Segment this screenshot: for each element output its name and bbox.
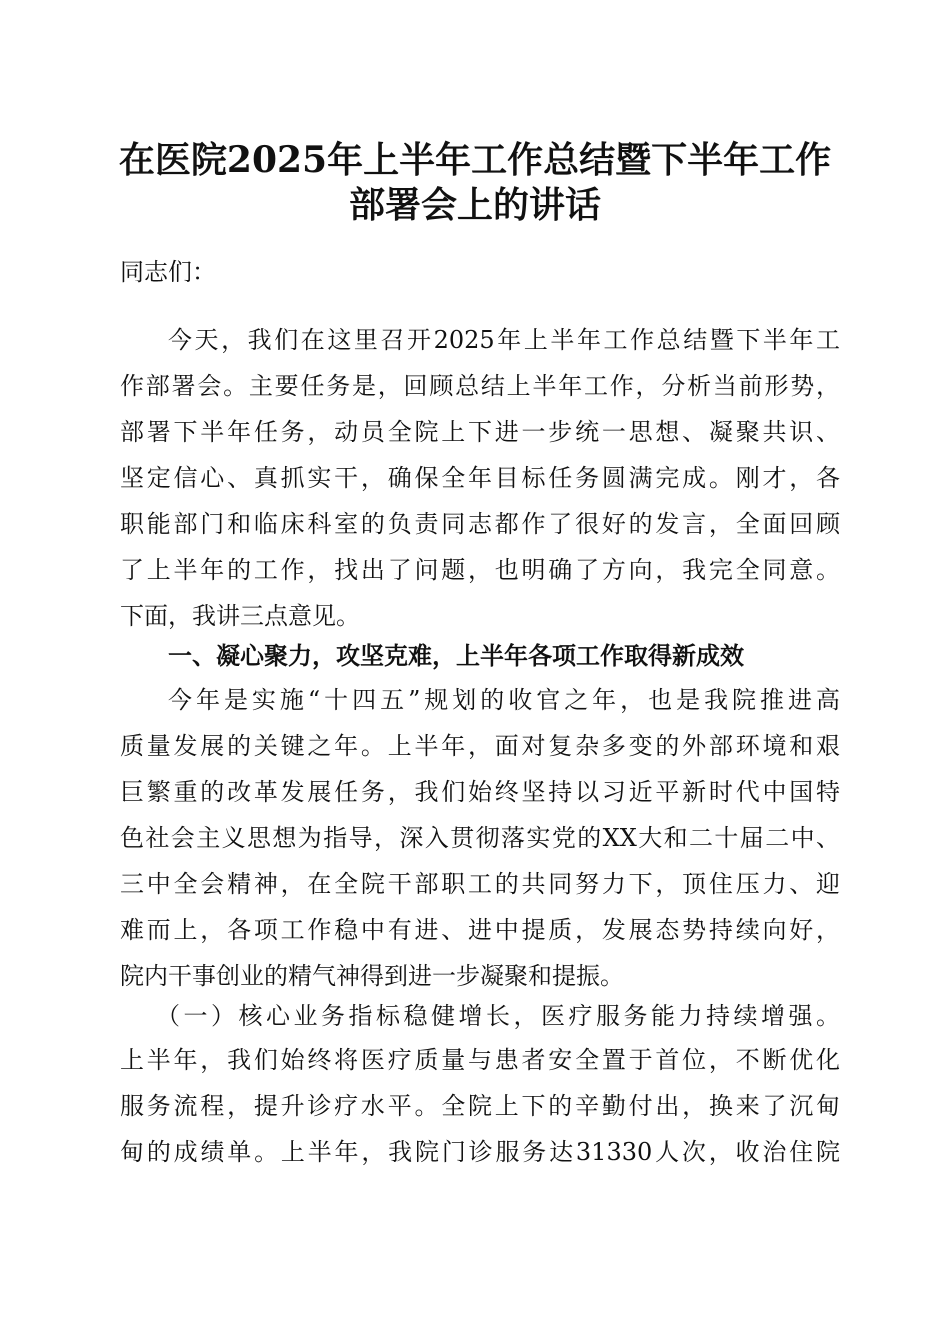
- document-title-line-1: 在医院2025年上半年工作总结暨下半年工作: [118, 139, 832, 181]
- section-heading: 一、凝心聚力，攻坚克难，上半年各项工作取得新成效: [168, 642, 744, 670]
- document-title-line-2: 部署会上的讲话: [348, 184, 601, 226]
- paragraph-line: 下面，我讲三点意见。: [120, 602, 360, 630]
- paragraph-line: 部署下半年任务，动员全院上下进一步统一思想、凝聚共识、: [120, 418, 840, 446]
- paragraph-line: 三中全会精神，在全院干部职工的共同努力下，顶住压力、迎: [120, 870, 840, 898]
- paragraph-line: 作部署会。主要任务是，回顾总结上半年工作，分析当前形势，: [120, 372, 840, 400]
- paragraph-line: 巨繁重的改革发展任务，我们始终坚持以习近平新时代中国特: [120, 778, 840, 806]
- paragraph-line: 职能部门和临床科室的负责同志都作了很好的发言，全面回顾: [120, 510, 840, 538]
- paragraph-line: 了上半年的工作，找出了问题，也明确了方向，我完全同意。: [120, 556, 840, 584]
- paragraph-line: 难而上，各项工作稳中有进、进中提质，发展态势持续向好，: [120, 916, 840, 944]
- paragraph-line: 色社会主义思想为指导，深入贯彻落实党的XX大和二十届二中、: [120, 824, 840, 852]
- paragraph-line: 坚定信心、真抓实干，确保全年目标任务圆满完成。刚才，各: [120, 464, 840, 492]
- paragraph-line: 上半年，我们始终将医疗质量与患者安全置于首位，不断优化: [120, 1046, 840, 1074]
- paragraph-line: 今年是实施“十四五”规划的收官之年，也是我院推进高: [168, 686, 840, 714]
- subsection-heading: （一）核心业务指标稳健增长，医疗服务能力持续增强。: [156, 1002, 840, 1030]
- salutation: 同志们：: [120, 258, 216, 286]
- paragraph-line: 今天，我们在这里召开2025年上半年工作总结暨下半年工: [168, 326, 840, 354]
- paragraph-line: 院内干事创业的精气神得到进一步凝聚和提振。: [120, 962, 624, 990]
- paragraph-line: 质量发展的关键之年。上半年，面对复杂多变的外部环境和艰: [120, 732, 840, 760]
- paragraph-line: 服务流程，提升诊疗水平。全院上下的辛勤付出，换来了沉甸: [120, 1092, 840, 1120]
- paragraph-line: 甸的成绩单。上半年，我院门诊服务达31330人次，收治住院: [120, 1138, 840, 1166]
